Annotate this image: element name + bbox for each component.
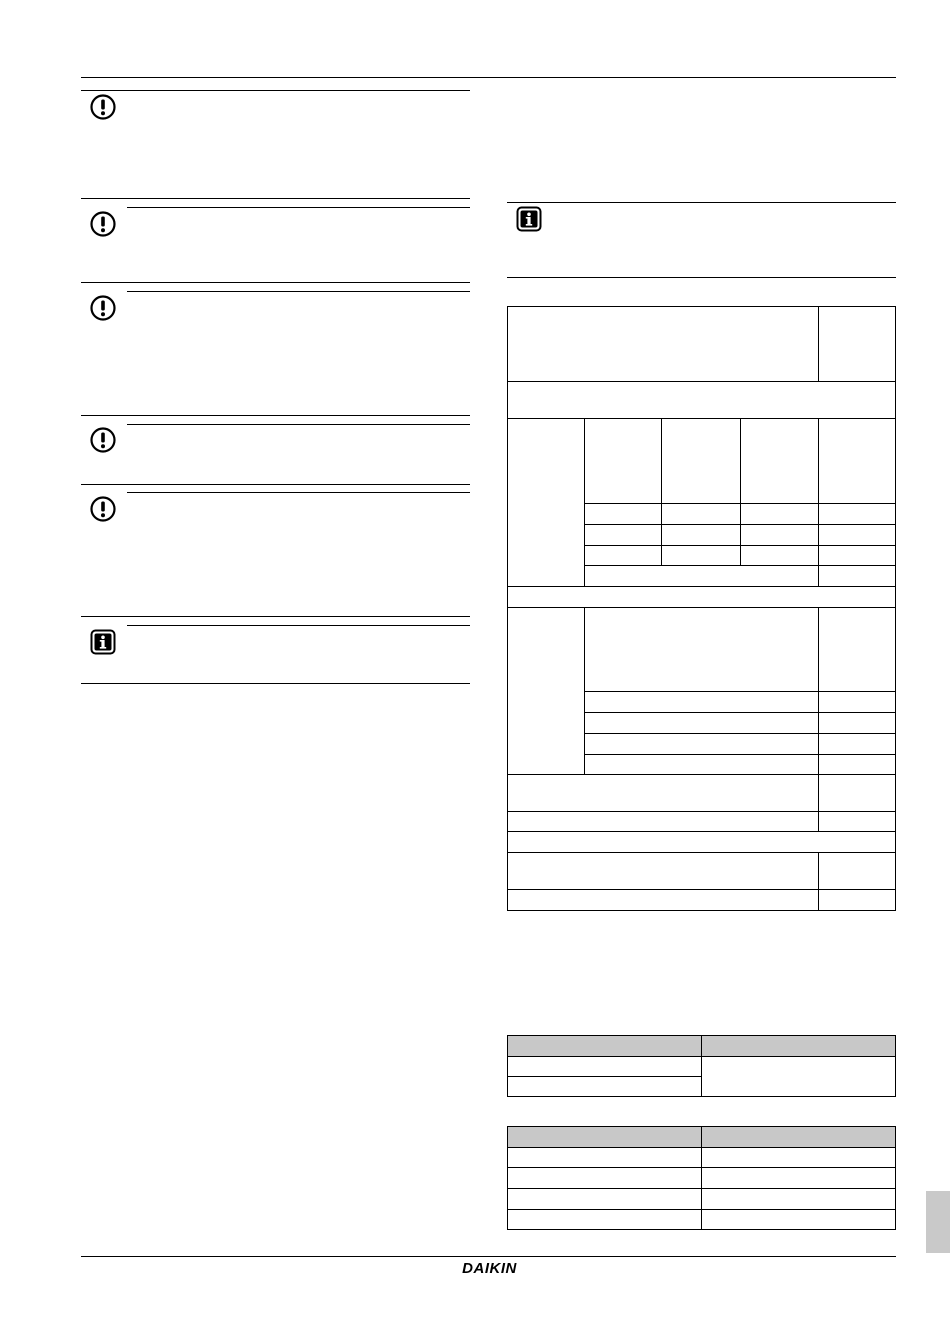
table-row-line (507, 811, 896, 812)
table-border-right (895, 306, 896, 911)
table-row-line (507, 852, 896, 853)
page-top-rule (81, 77, 896, 78)
table-col-line (701, 1035, 702, 1097)
table-border-right (895, 1035, 896, 1097)
note-bottom-rule (81, 484, 470, 485)
note-bottom-rule (81, 683, 470, 684)
note-top-rule (127, 207, 470, 208)
table-row-line (507, 381, 896, 382)
table-row-line (584, 733, 896, 734)
note-top-rule (127, 291, 470, 292)
table-border-left (507, 306, 508, 911)
table-col-line (818, 418, 819, 586)
table-row-line (507, 586, 896, 587)
table-col-line (818, 607, 819, 832)
table-col-line (661, 418, 662, 566)
table-row-line (584, 524, 896, 525)
table-row-line (507, 889, 896, 890)
note-top-rule (127, 492, 470, 493)
table-row-line (507, 418, 896, 419)
note-bottom-rule (81, 198, 470, 199)
table-row-line (507, 831, 896, 832)
table-border-left (507, 1126, 508, 1230)
brand-logo: DAIKIN (462, 1259, 517, 1277)
note-bottom-rule (507, 277, 896, 278)
table-border-right (895, 1126, 896, 1230)
table-row-line (584, 503, 896, 504)
table-row-line (584, 565, 896, 566)
table-col-line (740, 418, 741, 566)
note-bottom-rule (81, 616, 470, 617)
table-col-line (818, 852, 819, 911)
note-top-rule (127, 424, 470, 425)
page-footer-rule (81, 1256, 896, 1257)
exclamation-icon (90, 496, 116, 522)
table-row-line (584, 754, 896, 755)
chapter-side-tab (926, 1191, 950, 1253)
exclamation-icon (90, 295, 116, 321)
table-col-line (584, 418, 585, 586)
exclamation-icon (90, 211, 116, 237)
info-icon (516, 206, 542, 232)
table-row-line (507, 1076, 702, 1077)
table-row-line (584, 545, 896, 546)
note-top-rule (81, 90, 470, 91)
note-top-rule (127, 625, 470, 626)
table-row-line (507, 774, 896, 775)
exclamation-icon (90, 94, 116, 120)
note-top-rule (507, 202, 896, 203)
info-icon (90, 629, 116, 655)
table-border-top (507, 306, 896, 307)
exclamation-icon (90, 427, 116, 453)
table-row-line (584, 691, 896, 692)
table-row-line (507, 607, 896, 608)
note-bottom-rule (81, 415, 470, 416)
table-border-left (507, 1035, 508, 1097)
table-col-line (701, 1126, 702, 1230)
note-bottom-rule (81, 282, 470, 283)
table-border-bottom (507, 910, 896, 911)
table-col-line (818, 306, 819, 382)
table-row-line (584, 712, 896, 713)
